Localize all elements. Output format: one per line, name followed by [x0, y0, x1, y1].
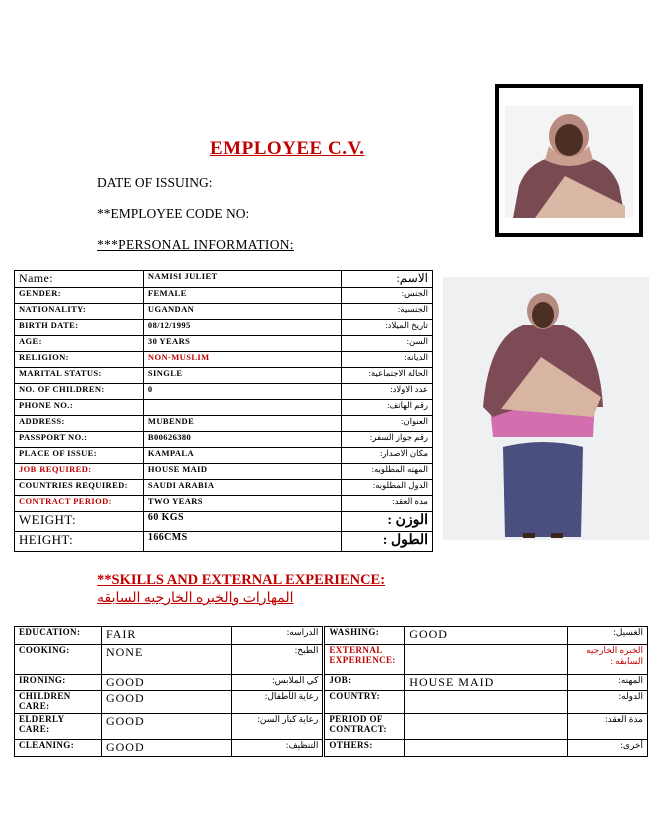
personal-row — [15, 448, 433, 464]
personal-label: PASSPORT NO.: — [15, 432, 144, 448]
personal-label-arabic: مكان الاصدار: — [342, 448, 433, 464]
skill-label-arabic: الطبخ: — [232, 645, 324, 675]
skill-label-arabic: الدراسه: — [232, 627, 324, 645]
personal-row — [15, 368, 433, 384]
personal-value: SINGLE — [143, 368, 341, 384]
personal-label-arabic: العنوان: — [342, 416, 433, 432]
skill-label-arabic: رعاية كبار السن: — [232, 714, 324, 740]
personal-info-table — [14, 270, 433, 552]
experience-value: GOOD — [405, 627, 568, 645]
document-title: EMPLOYEE C.V. — [210, 138, 365, 159]
experience-label-arabic: مدة العقد: — [568, 714, 648, 740]
skill-label: IRONING: — [15, 675, 102, 691]
skill-value: GOOD — [101, 675, 231, 691]
personal-label-arabic: الطول : — [342, 532, 433, 552]
experience-label: PERIOD OF CONTRACT: — [324, 714, 405, 740]
personal-label-arabic: الدول المطلوبه: — [342, 480, 433, 496]
personal-value: 166CMS — [143, 532, 341, 552]
personal-value: 0 — [143, 384, 341, 400]
portrait-photo — [495, 84, 643, 237]
personal-row — [15, 271, 433, 288]
personal-info-heading: ***PERSONAL INFORMATION: — [97, 237, 294, 252]
date-of-issuing-label: DATE OF ISSUING: — [97, 175, 213, 190]
personal-label: Name: — [15, 271, 144, 288]
personal-row — [15, 320, 433, 336]
personal-value: SAUDI ARABIA — [143, 480, 341, 496]
personal-row — [15, 336, 433, 352]
personal-label-arabic: الوزن : — [342, 512, 433, 532]
skill-label-arabic: رعاية الأطفال: — [232, 691, 324, 714]
skills-row — [15, 740, 648, 757]
experience-label: COUNTRY: — [324, 691, 405, 714]
skill-value: FAIR — [101, 627, 231, 645]
personal-label-arabic: الاسم: — [342, 271, 433, 288]
skills-heading-arabic: المهارات والخبره الخارجيه السابقه — [97, 591, 294, 606]
personal-row — [15, 432, 433, 448]
employee-code-label: **EMPLOYEE CODE NO: — [97, 206, 250, 221]
personal-label-arabic: رقم جواز السفر: — [342, 432, 433, 448]
skill-value: GOOD — [101, 740, 231, 757]
personal-label: AGE: — [15, 336, 144, 352]
personal-value: NON-MUSLIM — [143, 352, 341, 368]
skills-heading: **SKILLS AND EXTERNAL EXPERIENCE: — [97, 572, 386, 588]
portrait-image — [505, 106, 633, 218]
personal-value — [143, 400, 341, 416]
personal-value: 30 YEARS — [143, 336, 341, 352]
personal-value: B00626380 — [143, 432, 341, 448]
personal-row — [15, 496, 433, 512]
skills-row — [15, 645, 648, 675]
experience-label-arabic: الغسيل: — [568, 627, 648, 645]
full-body-photo — [443, 277, 649, 540]
personal-value: 60 KGS — [143, 512, 341, 532]
personal-row — [15, 416, 433, 432]
full-body-image — [443, 277, 649, 540]
personal-label-arabic: الجنس: — [342, 288, 433, 304]
experience-value — [405, 645, 568, 675]
personal-label: JOB REQUIRED: — [15, 464, 144, 480]
personal-row — [15, 352, 433, 368]
personal-value: 08/12/1995 — [143, 320, 341, 336]
experience-label-arabic: الدوله: — [568, 691, 648, 714]
personal-value: FEMALE — [143, 288, 341, 304]
personal-label: WEIGHT: — [15, 512, 144, 532]
experience-label: EXTERNAL EXPERIENCE: — [324, 645, 405, 675]
skills-table — [14, 626, 648, 757]
skills-rows — [15, 627, 648, 757]
experience-label-arabic: أخرى: — [568, 740, 648, 757]
experience-label-arabic: المهنه: — [568, 675, 648, 691]
personal-value: HOUSE MAID — [143, 464, 341, 480]
skill-value: NONE — [101, 645, 231, 675]
personal-label-arabic: مدة العقد: — [342, 496, 433, 512]
skill-value: GOOD — [101, 691, 231, 714]
skill-label: COOKING: — [15, 645, 102, 675]
personal-label-arabic: تاريخ الميلاد: — [342, 320, 433, 336]
skill-label: CLEANING: — [15, 740, 102, 757]
personal-value: KAMPALA — [143, 448, 341, 464]
skills-row — [15, 627, 648, 645]
personal-info-rows — [15, 271, 433, 552]
experience-value — [405, 740, 568, 757]
personal-label-arabic: السن: — [342, 336, 433, 352]
personal-row — [15, 464, 433, 480]
personal-label-arabic: الحالة الاجتماعية: — [342, 368, 433, 384]
skills-row — [15, 714, 648, 740]
experience-value: HOUSE MAID — [405, 675, 568, 691]
personal-label: BIRTH DATE: — [15, 320, 144, 336]
personal-row — [15, 288, 433, 304]
personal-value: UGANDAN — [143, 304, 341, 320]
personal-row — [15, 400, 433, 416]
skill-label-arabic: التنظيف: — [232, 740, 324, 757]
experience-value — [405, 714, 568, 740]
skill-label-arabic: كي الملابس: — [232, 675, 324, 691]
personal-label: RELIGION: — [15, 352, 144, 368]
personal-row — [15, 384, 433, 400]
experience-label: OTHERS: — [324, 740, 405, 757]
personal-value: MUBENDE — [143, 416, 341, 432]
skills-row — [15, 675, 648, 691]
personal-value: TWO YEARS — [143, 496, 341, 512]
personal-row — [15, 480, 433, 496]
skill-label: ELDERLY CARE: — [15, 714, 102, 740]
personal-label: GENDER: — [15, 288, 144, 304]
personal-label: NO. OF CHILDREN: — [15, 384, 144, 400]
personal-label: ADDRESS: — [15, 416, 144, 432]
personal-label-arabic: المهنه المطلوبه: — [342, 464, 433, 480]
personal-label: COUNTRIES REQUIRED: — [15, 480, 144, 496]
skill-label: EDUCATION: — [15, 627, 102, 645]
skills-row — [15, 691, 648, 714]
personal-label: NATIONALITY: — [15, 304, 144, 320]
experience-label: JOB: — [324, 675, 405, 691]
personal-label: MARITAL STATUS: — [15, 368, 144, 384]
skill-label: CHILDREN CARE: — [15, 691, 102, 714]
personal-label-arabic: رقم الهاتف: — [342, 400, 433, 416]
experience-label: WASHING: — [324, 627, 405, 645]
personal-row — [15, 304, 433, 320]
personal-label: CONTRACT PERIOD: — [15, 496, 144, 512]
personal-label-arabic: الجنسيه: — [342, 304, 433, 320]
personal-row — [15, 532, 433, 552]
personal-label: HEIGHT: — [15, 532, 144, 552]
personal-label: PHONE NO.: — [15, 400, 144, 416]
experience-label-arabic: الخبره الخارجيه السابقه : — [568, 645, 648, 675]
personal-label: PLACE OF ISSUE: — [15, 448, 144, 464]
experience-value — [405, 691, 568, 714]
skill-value: GOOD — [101, 714, 231, 740]
personal-label-arabic: الديانه: — [342, 352, 433, 368]
personal-row — [15, 512, 433, 532]
personal-value: NAMISI JULIET — [143, 271, 341, 288]
personal-label-arabic: عدد الاولاد: — [342, 384, 433, 400]
